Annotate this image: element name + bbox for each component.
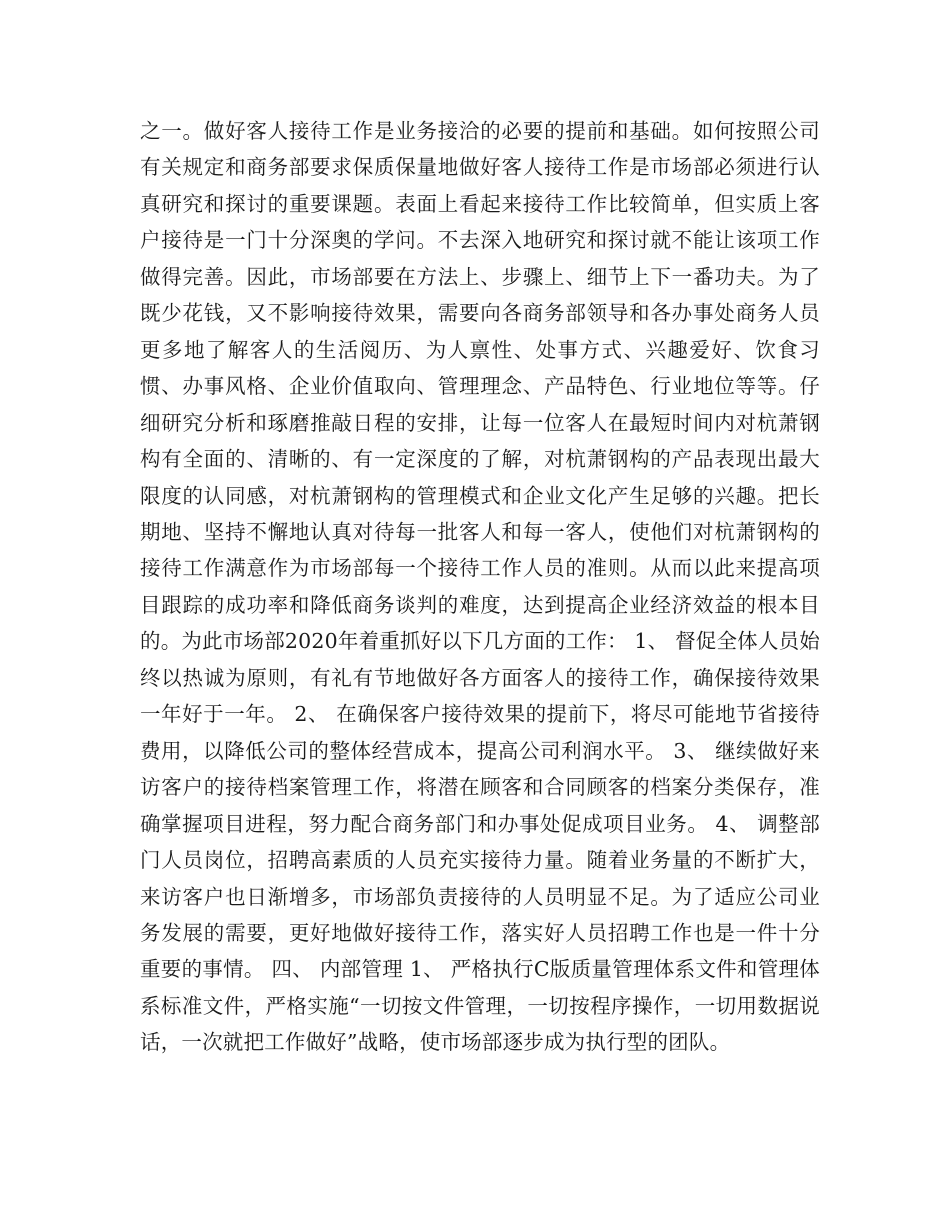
body-paragraph: 之一。做好客人接待工作是业务接洽的必要的提前和基础。如何按照公司有关规定和商务部要求保质保量地做好客人接待工作是市场部必须进行认真研究和探讨的重要课题。表面上看起来接待工作比较简单，但实质上客户接待是一门十分深奥的学问。不去深入地研究和探讨就不能让该项工作做得完善。因此，市场部要在方法上、步骤上、细节上下一番功夫。为了既少花钱，又不影响接待效果，需要向各商务部领导和各办事处商务人员更多地了解客人的生活阅历、为人禀性、处事方式、兴趣爱好、饮食习惯、办事风格、企业价值取向、管理理念、产品特色、行业地位等等。仔细研究分析和琢磨推敲日程的安排，让每一位客人在最短时间内对杭萧钢构有全面的、清晰的、有一定深度的了解，对杭萧钢构的产品表现出最大限度的认同感，对杭萧钢构的管理模式和企业文化产生足够的兴趣。把长期地、坚持不懈地认真对待每一批客人和每一客人，使他们对杭萧钢构的接待工作满意作为市场部每一个接待工作人员的准则。从而以此来提高项目跟踪的成功率和降低商务谈判的难度，达到提高企业经济效益的根本目的。为此市场部2020年着重抓好以下几方面的工作： 1、 督促全体人员始终以热诚为原则，有礼有节地做好各方面客人的接待工作，确保接待效果一年好于一年。 2、 在确保客户接待效果的提前下，将尽可能地节省接待费用，以降低公司的整体经营成本，提高公司利润水平。 3、 继续做好来访客户的接待档案管理工作，将潜在顾客和合同顾客的档案分类保存，准确掌握项目进程，努力配合商务部门和办事处促成项目业务。 4、 调整部门人员岗位，招聘高素质的人员充实接待力量。随着业务量的不断扩大，来访客户也日渐增多，市场部负责接待的人员明显不足。为了适应公司业务发展的需要，更好地做好接待工作，落实好人员招聘工作也是一件十分重要的事情。 四、 内部管理 1、 严格执行C版质量管理体系文件和管理体系标准文件，严格实施“一切按文件管理，一切按程序操作，一切用数据说话，一次就把工作做好”战略，使市场部逐步成为执行型的团队。 — [140, 119, 820, 1055]
